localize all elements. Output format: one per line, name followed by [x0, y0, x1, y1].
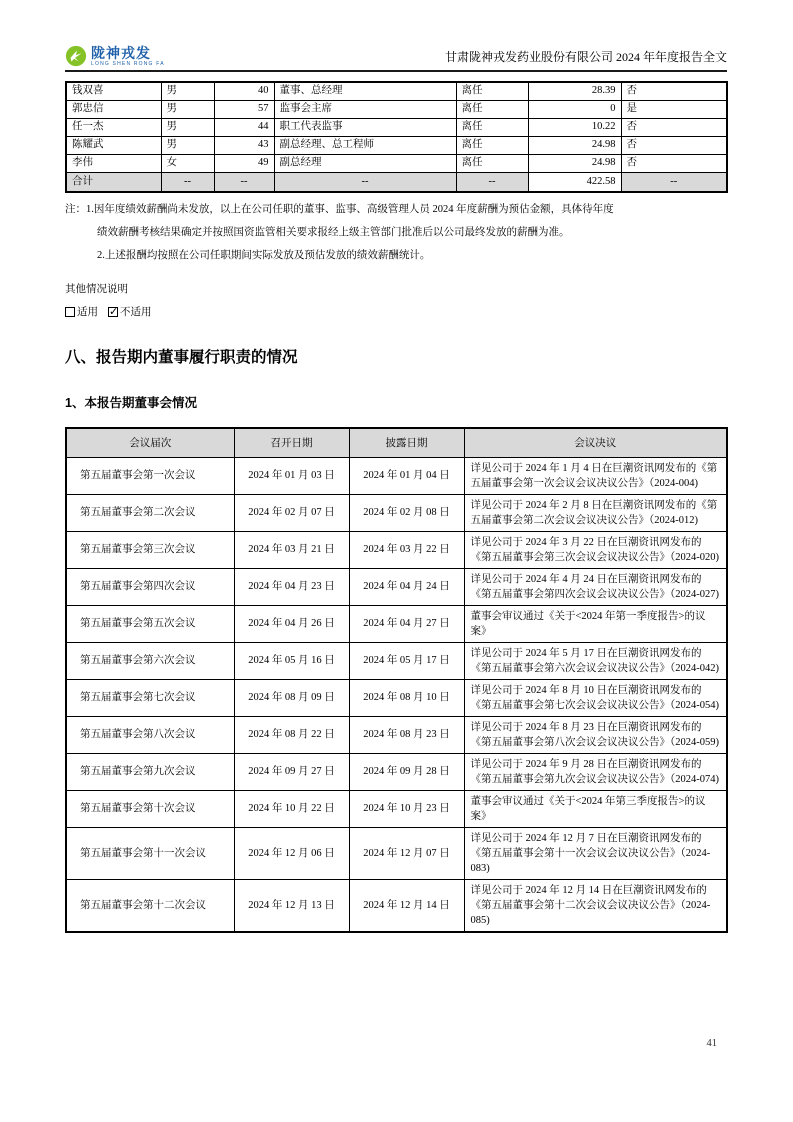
total-age: -- [214, 172, 274, 192]
person-name: 李伟 [66, 154, 161, 172]
meeting-session: 第五届董事会第一次会议 [66, 457, 234, 494]
table-row [66, 827, 727, 879]
meeting-session: 第五届董事会第二次会议 [66, 494, 234, 531]
meeting-resolution: 详见公司于 2024 年 2 月 8 日在巨潮资讯网发布的《第五届董事会第二次会议会议决议公告》（2024-012) [464, 494, 727, 531]
meeting-held-date: 2024 年 04 月 23 日 [234, 568, 349, 605]
meeting-session: 第五届董事会第十二次会议 [66, 879, 234, 932]
applicable-label: 适用 [77, 307, 98, 318]
meeting-held-date: 2024 年 02 月 07 日 [234, 494, 349, 531]
table-row [66, 605, 727, 642]
person-age: 49 [214, 154, 274, 172]
person-age: 57 [214, 100, 274, 118]
person-name: 郭忠信 [66, 100, 161, 118]
person-status: 离任 [456, 118, 528, 136]
meeting-held-date: 2024 年 10 月 22 日 [234, 790, 349, 827]
note-line-3: 2.上述报酬均按照在公司任职期间实际发放及预估发放的绩效薪酬统计。 [97, 250, 431, 261]
person-status: 离任 [456, 154, 528, 172]
meeting-session: 第五届董事会第六次会议 [66, 642, 234, 679]
total-title: -- [274, 172, 456, 192]
person-name: 陈耀武 [66, 136, 161, 154]
company-logo [65, 45, 165, 67]
meeting-resolution: 详见公司于 2024 年 1 月 4 日在巨潮资讯网发布的《第五届董事会第一次会议会议决议公告》（2024-004) [464, 457, 727, 494]
total-gender: -- [161, 172, 214, 192]
meeting-disclosed-date: 2024 年 12 月 07 日 [349, 827, 464, 879]
table-row [66, 642, 727, 679]
person-remuneration: 28.39 [528, 82, 621, 100]
page-number: 41 [706, 1038, 717, 1049]
table-row [66, 494, 727, 531]
meeting-session: 第五届董事会第五次会议 [66, 605, 234, 642]
meeting-disclosed-date: 2024 年 03 月 22 日 [349, 531, 464, 568]
table-row [66, 136, 727, 154]
subsection-title: 1、本报告期董事会情况 [65, 396, 197, 410]
meeting-session: 第五届董事会第十一次会议 [66, 827, 234, 879]
meeting-disclosed-date: 2024 年 01 月 04 日 [349, 457, 464, 494]
meeting-resolution: 董事会审议通过《关于<2024 年第三季度报告>的议案》 [464, 790, 727, 827]
meeting-resolution: 董事会审议通过《关于<2024 年第一季度报告>的议案》 [464, 605, 727, 642]
person-remuneration: 24.98 [528, 136, 621, 154]
person-incentive: 否 [621, 118, 727, 136]
total-row [66, 172, 727, 192]
person-title: 职工代表监事 [274, 118, 456, 136]
checkbox-unchecked-icon [65, 307, 75, 317]
person-incentive: 否 [621, 82, 727, 100]
meeting-session: 第五届董事会第七次会议 [66, 679, 234, 716]
meeting-disclosed-date: 2024 年 02 月 08 日 [349, 494, 464, 531]
person-age: 43 [214, 136, 274, 154]
page-header [65, 45, 727, 72]
meeting-disclosed-date: 2024 年 08 月 23 日 [349, 716, 464, 753]
person-gender: 男 [161, 118, 214, 136]
person-name: 钱双喜 [66, 82, 161, 100]
meeting-held-date: 2024 年 08 月 22 日 [234, 716, 349, 753]
meeting-held-date: 2024 年 05 月 16 日 [234, 642, 349, 679]
total-remuneration: 422.58 [528, 172, 621, 192]
applicability-row [65, 304, 727, 319]
meeting-session: 第五届董事会第九次会议 [66, 753, 234, 790]
meeting-resolution: 详见公司于 2024 年 9 月 28 日在巨潮资讯网发布的《第五届董事会第九次会议会议决议公告》（2024-074) [464, 753, 727, 790]
meeting-disclosed-date: 2024 年 04 月 24 日 [349, 568, 464, 605]
table-row [66, 790, 727, 827]
meeting-held-date: 2024 年 12 月 06 日 [234, 827, 349, 879]
person-age: 44 [214, 118, 274, 136]
remuneration-table [65, 81, 728, 193]
total-status: -- [456, 172, 528, 192]
col-header-disclosed-date: 披露日期 [349, 428, 464, 457]
table-row [66, 457, 727, 494]
person-status: 离任 [456, 100, 528, 118]
col-header-resolution: 会议决议 [464, 428, 727, 457]
total-incentive: -- [621, 172, 727, 192]
meeting-session: 第五届董事会第十次会议 [66, 790, 234, 827]
meeting-held-date: 2024 年 08 月 09 日 [234, 679, 349, 716]
meeting-held-date: 2024 年 04 月 26 日 [234, 605, 349, 642]
board-meetings-table [65, 427, 728, 933]
table-row [66, 154, 727, 172]
not-applicable-option [108, 304, 152, 319]
total-label: 合计 [66, 172, 161, 192]
note-line-2: 绩效薪酬考核结果确定并按照国资监管相关要求报经上级主管部门批准后以公司最终发放的薪酬为准。 [97, 227, 570, 238]
brand-name-en: LONG SHEN RONG FA [91, 60, 165, 67]
other-note-title: 其他情况说明 [65, 284, 128, 295]
person-age: 40 [214, 82, 274, 100]
meeting-session: 第五届董事会第四次会议 [66, 568, 234, 605]
meeting-session: 第五届董事会第三次会议 [66, 531, 234, 568]
person-remuneration: 0 [528, 100, 621, 118]
table-row [66, 100, 727, 118]
table-row [66, 82, 727, 100]
meeting-held-date: 2024 年 12 月 13 日 [234, 879, 349, 932]
person-title: 监事会主席 [274, 100, 456, 118]
meeting-disclosed-date: 2024 年 04 月 27 日 [349, 605, 464, 642]
applicable-option [65, 304, 98, 319]
meeting-held-date: 2024 年 03 月 21 日 [234, 531, 349, 568]
meeting-disclosed-date: 2024 年 05 月 17 日 [349, 642, 464, 679]
person-incentive: 否 [621, 136, 727, 154]
person-remuneration: 24.98 [528, 154, 621, 172]
meeting-resolution: 详见公司于 2024 年 12 月 14 日在巨潮资讯网发布的《第五届董事会第十二次会议会议决议公告》（2024-085) [464, 879, 727, 932]
section-title: 八、报告期内董事履行职责的情况 [65, 349, 298, 366]
meeting-held-date: 2024 年 01 月 03 日 [234, 457, 349, 494]
table-row [66, 753, 727, 790]
table-row [66, 879, 727, 932]
table-row [66, 679, 727, 716]
person-gender: 男 [161, 100, 214, 118]
person-gender: 男 [161, 82, 214, 100]
person-remuneration: 10.22 [528, 118, 621, 136]
person-title: 副总经理 [274, 154, 456, 172]
meeting-disclosed-date: 2024 年 10 月 23 日 [349, 790, 464, 827]
meeting-resolution: 详见公司于 2024 年 3 月 22 日在巨潮资讯网发布的《第五届董事会第三次会议会议决议公告》（2024-020) [464, 531, 727, 568]
col-header-held-date: 召开日期 [234, 428, 349, 457]
table-row [66, 118, 727, 136]
not-applicable-label: 不适用 [120, 307, 152, 318]
person-status: 离任 [456, 136, 528, 154]
table-row [66, 531, 727, 568]
person-name: 任一杰 [66, 118, 161, 136]
brand-name-cn: 陇神戎发 [91, 44, 151, 61]
meeting-disclosed-date: 2024 年 12 月 14 日 [349, 879, 464, 932]
person-gender: 女 [161, 154, 214, 172]
meeting-resolution: 详见公司于 2024 年 8 月 23 日在巨潮资讯网发布的《第五届董事会第八次会议会议决议公告》（2024-059) [464, 716, 727, 753]
person-incentive: 是 [621, 100, 727, 118]
brand-bird-icon [65, 45, 87, 67]
person-gender: 男 [161, 136, 214, 154]
meeting-resolution: 详见公司于 2024 年 12 月 7 日在巨潮资讯网发布的《第五届董事会第十一次会议会议决议公告》（2024-083) [464, 827, 727, 879]
meeting-resolution: 详见公司于 2024 年 8 月 10 日在巨潮资讯网发布的《第五届董事会第七次会议会议决议公告》（2024-054) [464, 679, 727, 716]
meeting-disclosed-date: 2024 年 09 月 28 日 [349, 753, 464, 790]
meeting-held-date: 2024 年 09 月 27 日 [234, 753, 349, 790]
table-row [66, 716, 727, 753]
table-row [66, 568, 727, 605]
meeting-resolution: 详见公司于 2024 年 4 月 24 日在巨潮资讯网发布的《第五届董事会第四次会议会议决议公告》（2024-027) [464, 568, 727, 605]
meeting-resolution: 详见公司于 2024 年 5 月 17 日在巨潮资讯网发布的《第五届董事会第六次会议会议决议公告》（2024-042) [464, 642, 727, 679]
report-title: 甘肃陇神戎发药业股份有限公司 2024 年年度报告全文 [444, 50, 727, 64]
person-incentive: 否 [621, 154, 727, 172]
checkbox-checked-icon [108, 307, 118, 317]
person-title: 董事、总经理 [274, 82, 456, 100]
brand-text [91, 46, 165, 67]
meeting-disclosed-date: 2024 年 08 月 10 日 [349, 679, 464, 716]
person-status: 离任 [456, 82, 528, 100]
note-line-1: 注：1.因年度绩效薪酬尚未发放，以上在公司任职的董事、监事、高级管理人员 2024 年度薪酬为预估金额，具体待年度 [65, 204, 614, 215]
meeting-session: 第五届董事会第八次会议 [66, 716, 234, 753]
col-header-session: 会议届次 [66, 428, 234, 457]
table-notes [65, 198, 727, 267]
meetings-header-row [66, 428, 727, 457]
person-title: 副总经理、总工程师 [274, 136, 456, 154]
